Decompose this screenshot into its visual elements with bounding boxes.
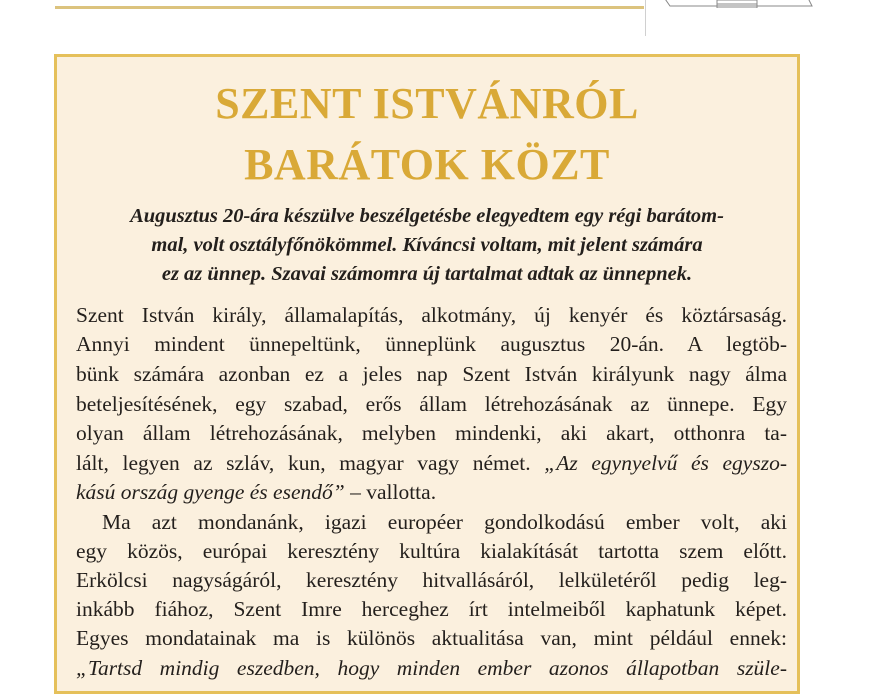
body-line: inkább fiához, Szent Imre herceghez írt intelmeiből kaphatunk képet.: [76, 597, 787, 621]
decorative-illustration-icon: [662, 0, 814, 8]
header-rule: [55, 6, 644, 9]
article-title-line-1: SZENT ISTVÁNRÓL: [215, 79, 639, 128]
body-line: Annyi mindent ünnepeltünk, ünneplünk augusztus 20-án. A legtöb-: [76, 332, 787, 356]
body-line: Szent István király, államalapítás, alkotmány, új kenyér és köztársaság.: [76, 303, 787, 327]
article-title-line-2: BARÁTOK KÖZT: [244, 140, 610, 189]
body-line: egy közös, európai keresztény kultúra kialakítását tartotta szem előtt.: [76, 539, 787, 563]
body-line: Erkölcsi nagyságáról, keresztény hitvallásáról, lelkületéről pedig leg-: [76, 568, 787, 592]
quote-text: kású ország gyenge és esendő”: [76, 480, 345, 504]
intro-line-2: mal, volt osztályfőnökömmel. Kíváncsi voltam, mit jelent számára: [151, 234, 703, 256]
column-divider: [645, 0, 646, 36]
body-line: beteljesítésének, egy szabad, erős állam létrehozásának az ünnepe. Egy: [76, 392, 787, 416]
body-line: Ma azt mondanánk, igazi européer gondolkodású ember volt, aki: [102, 510, 787, 534]
intro-line-1: Augusztus 20-ára készülve beszélgetésbe elegyedtem egy régi barátom-: [130, 205, 724, 227]
body-text: – vallotta.: [344, 480, 437, 504]
quote-text: „Az egynyelvű és egyszo-: [544, 451, 787, 475]
intro-line-3: ez az ünnep. Szavai számomra új tartalmat adtak az ünnepnek.: [161, 263, 693, 285]
article-box: [54, 54, 800, 694]
body-line: bünk számára azonban ez a jeles nap Szent István királyunk nagy álma: [76, 362, 787, 386]
body-line: [76, 453, 787, 475]
body-line: Egyes mondatainak ma is különös aktualitása van, mint például ennek:: [76, 626, 787, 650]
body-line: [76, 482, 787, 504]
body-line: olyan állam létrehozásának, melyben mindenki, aki akart, otthonra ta-: [76, 421, 787, 445]
body-line-quote: „Tartsd mindig eszedben, hogy minden ember azonos állapotban szüle-: [76, 656, 787, 680]
body-text: lált, legyen az szláv, kun, magyar vagy német.: [76, 451, 545, 475]
